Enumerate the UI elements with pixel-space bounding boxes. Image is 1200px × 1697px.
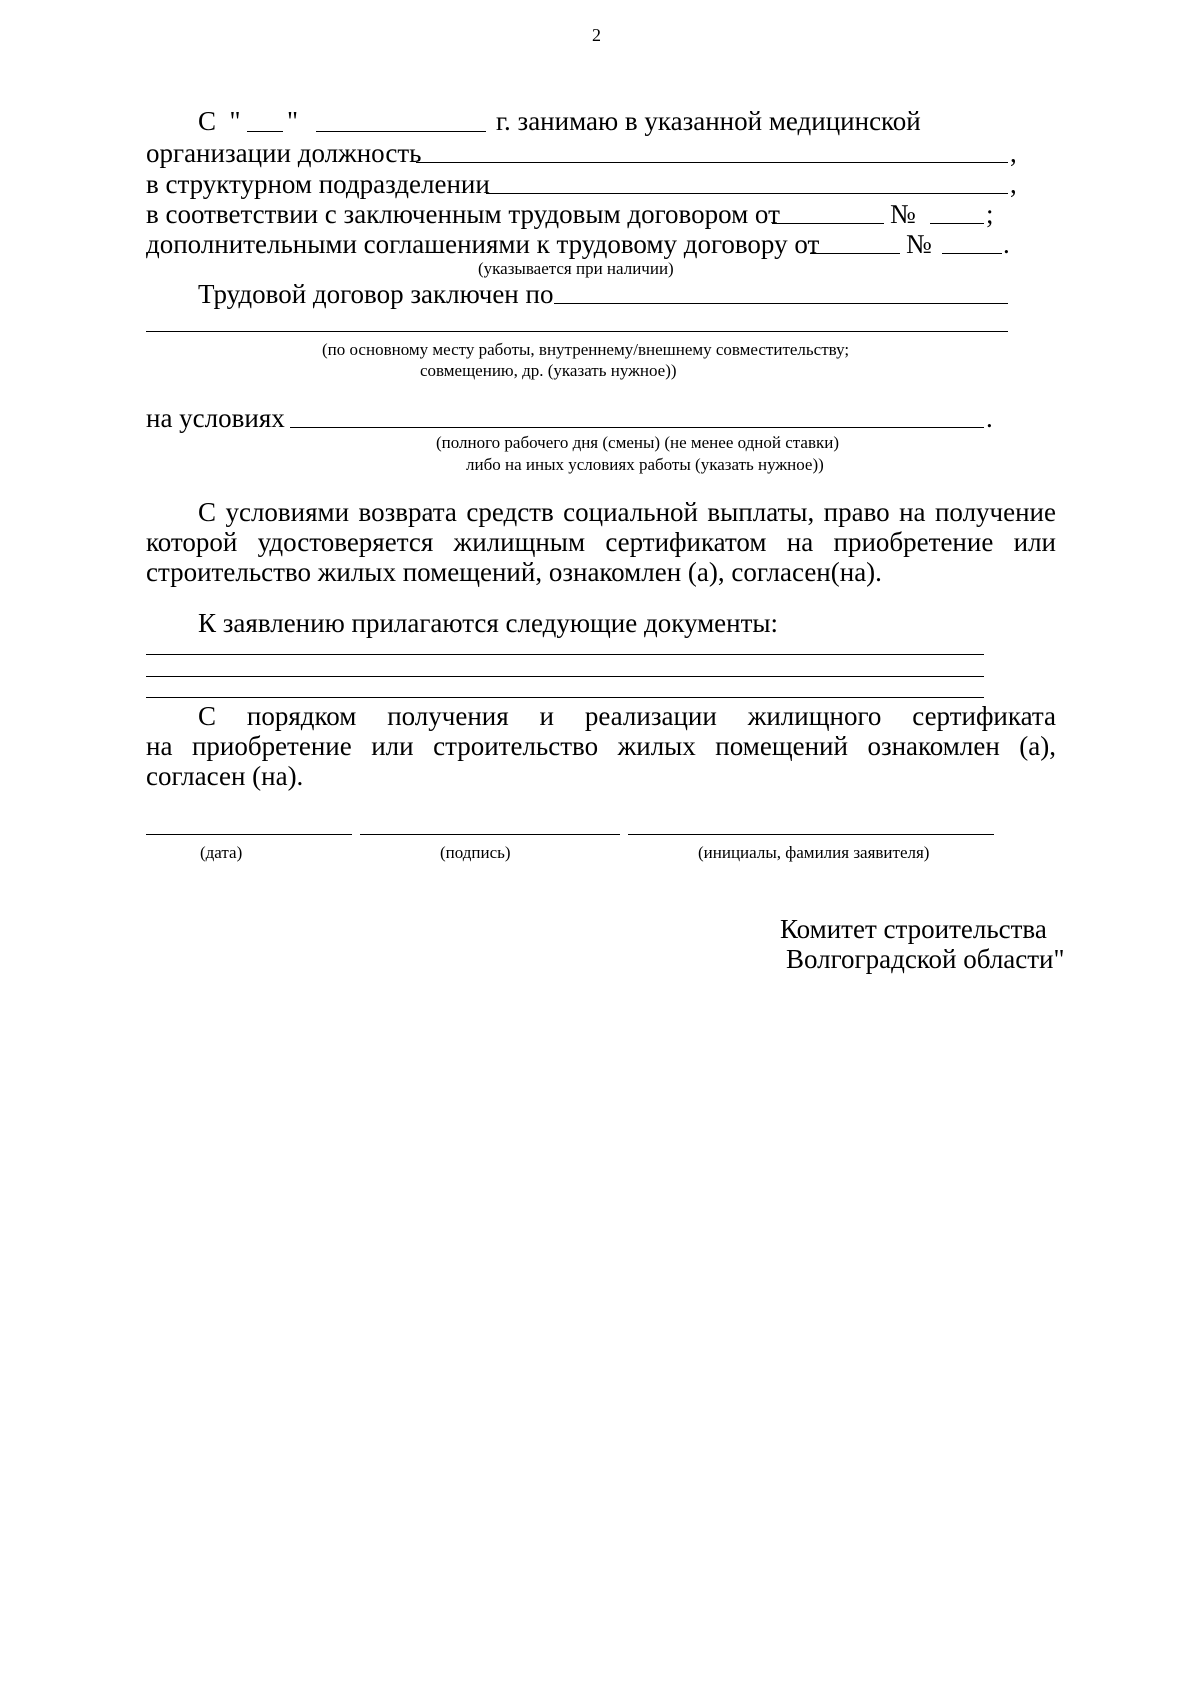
procedure-line-3: согласен (на). [146,761,304,791]
supplements-date-blank [810,253,900,254]
page-number: 2 [592,25,601,45]
conditions-period: . [986,403,993,433]
contract-number-sign: № [890,199,916,229]
contract-number-blank [930,223,984,224]
name-caption: (инициалы, фамилия заявителя) [698,843,930,862]
contract-concluded-label: Трудовой договор заключен по [198,279,554,309]
contract-type-caption-1: (по основному месту работы, внутреннему/внешнему совместительству; [322,340,850,359]
return-conditions-line-2: которой удостоверяется жилищным сертификатом на приобретение или [146,527,1056,557]
since-prefix: С " [198,106,241,136]
division-label: в структурном подразделении [146,169,490,199]
supplements-number-blank [942,253,1002,254]
return-conditions-line-1: С условиями возврата средств социальной выплаты, право на получение [198,497,1056,527]
procedure-line-2: на приобретение или строительство жилых помещений ознакомлен (а), [146,731,1056,761]
contract-semicolon: ; [986,199,994,229]
supplements-caption: (указывается при наличии) [478,259,674,278]
position-blank [416,162,1008,163]
date-caption: (дата) [200,843,243,862]
footer-line-2: Волгоградской области" [786,944,1065,974]
since-day-blank [247,131,283,132]
supplements-label: дополнительными соглашениями к трудовому договору от [146,229,820,259]
signature-caption: (подпись) [440,843,511,862]
division-blank [486,193,1008,194]
attachments-label: К заявлению прилагаются следующие документы: [198,608,779,638]
position-comma: , [1010,138,1017,168]
contract-date-blank [772,223,884,224]
supplements-period: . [1003,229,1010,259]
contract-type-blank-2 [146,331,1008,332]
since-month-year-blank [316,131,486,132]
supplements-number-sign: № [906,229,932,259]
footer-line-1: Комитет строительства [780,914,1047,944]
date-blank [146,834,352,835]
name-blank [628,834,994,835]
conditions-label: на условиях [146,403,285,433]
conditions-blank [290,427,984,428]
contract-label: в соответствии с заключенным трудовым договором от [146,199,780,229]
since-quote: " [287,106,299,136]
signature-blank [360,834,620,835]
since-year-suffix: г. занимаю в указанной медицинской [496,106,921,136]
attachments-blank-3 [146,697,984,698]
contract-type-caption-2: совмещению, др. (указать нужное)) [420,361,677,380]
procedure-line-1: С порядком получения и реализации жилищного сертификата [198,701,1056,731]
division-comma: , [1010,169,1017,199]
return-conditions-line-3: строительство жилых помещений, ознакомлен (а), согласен(на). [146,557,882,587]
attachments-blank-2 [146,676,984,677]
position-label: организации должность [146,138,422,168]
attachments-blank-1 [146,654,984,655]
conditions-caption-1: (полного рабочего дня (смены) (не менее одной ставки) [436,433,839,452]
contract-type-blank-1 [554,303,1008,304]
conditions-caption-2: либо на иных условиях работы (указать нужное)) [466,455,824,474]
